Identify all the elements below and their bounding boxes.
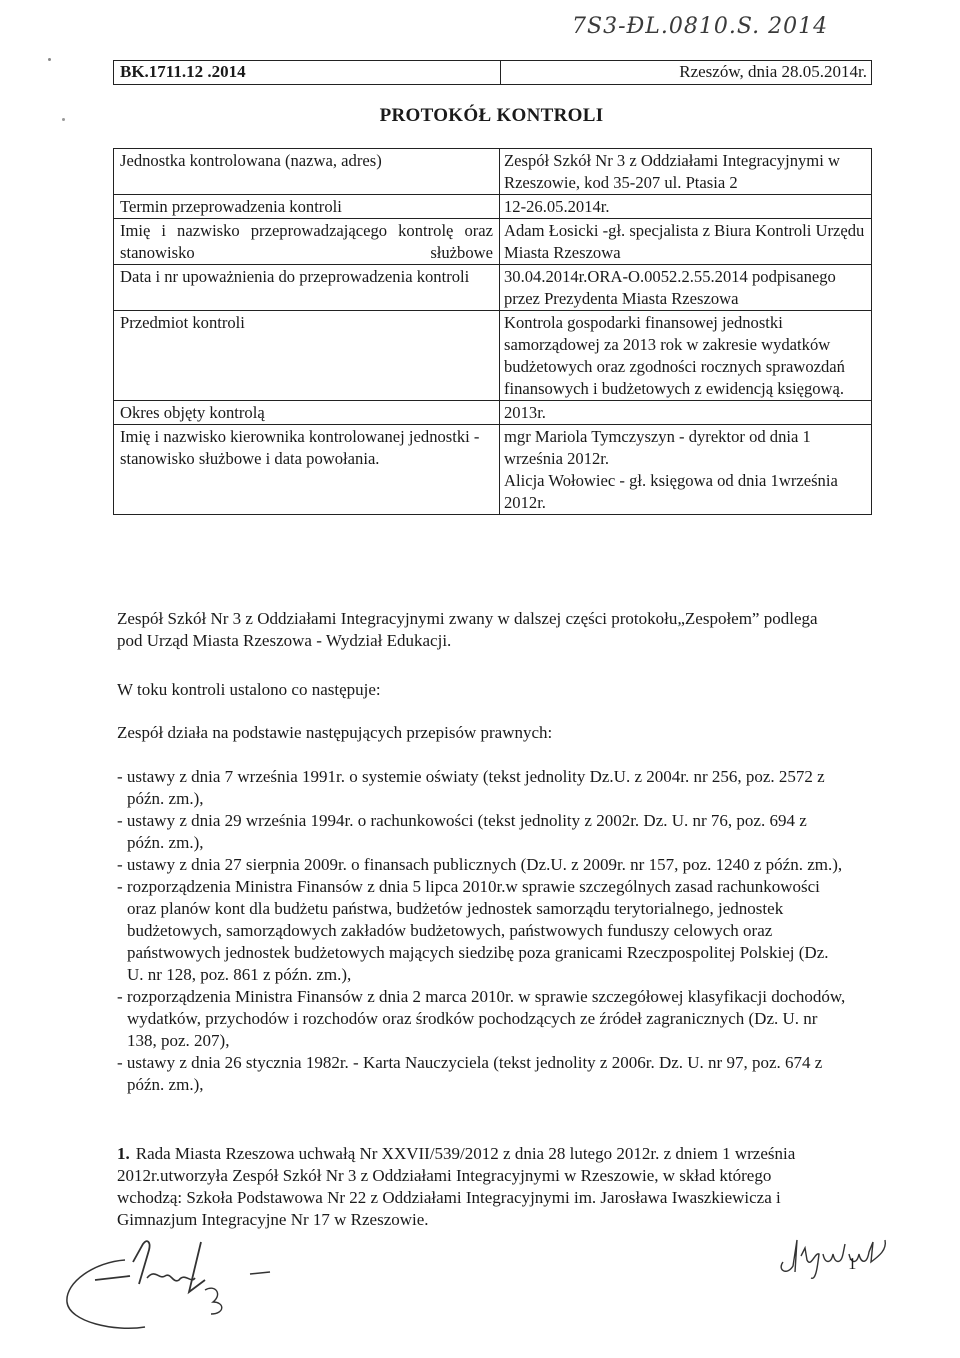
table-row bbox=[114, 149, 872, 195]
row-value: Kontrola gospodarki finansowej jednostki samorządowej za 2013 rok w zakresie wydatków budżetowych oraz zgodności rocznych sprawozdań finansowych i budżetowych z ewidencją księgową. bbox=[500, 311, 872, 401]
legal-basis-intro: Zespół działa na podstawie następujących przepisów prawnych: bbox=[117, 723, 553, 742]
row-value: Zespół Szkół Nr 3 z Oddziałami Integracyjnymi w Rzeszowie, kod 35-207 ul. Ptasia 2 bbox=[500, 149, 872, 195]
table-row bbox=[114, 401, 872, 425]
row-label: Imię i nazwisko kierownika kontrolowanej jednostki - stanowisko służbowe i data powołania. bbox=[114, 425, 500, 515]
row-label: Jednostka kontrolowana (nazwa, adres) bbox=[114, 149, 500, 195]
reference-number: BK.1711.12 .2014 bbox=[120, 62, 246, 81]
row-value: 12-26.05.2014r. bbox=[500, 195, 872, 219]
findings-heading: W toku kontroli ustalono co następuje: bbox=[117, 680, 381, 699]
row-label: Przedmiot kontroli bbox=[114, 311, 500, 401]
control-info-table bbox=[113, 148, 872, 515]
manager-entry: mgr Mariola Tymczyszyn - dyrektor od dnia 1 września 2012r. bbox=[504, 427, 811, 468]
table-row bbox=[114, 425, 872, 515]
table-row bbox=[114, 265, 872, 311]
header-box bbox=[113, 60, 872, 85]
place-and-date: Rzeszów, dnia 28.05.2014r. bbox=[679, 62, 867, 81]
list-item: - ustawy z dnia 27 sierpnia 2009r. o finansach publicznych (Dz.U. z 2009r. nr 157, poz. 1240 z późn. zm.), bbox=[117, 855, 843, 874]
row-value: 2013r. bbox=[500, 401, 872, 425]
list-item: - ustawy z dnia 7 września 1991r. o systemie oświaty (tekst jednolity Dz.U. z 2004r. nr 256, poz. 2572 z późn. zm.), bbox=[117, 767, 825, 808]
row-value: Adam Łosicki -gł. specjalista z Biura Kontroli Urzędu Miasta Rzeszowa bbox=[500, 219, 872, 265]
row-label: Termin przeprowadzenia kontroli bbox=[114, 195, 500, 219]
row-label: Data i nr upoważnienia do przeprowadzenia kontroli bbox=[114, 265, 500, 311]
accountant-entry: Alicja Wołowiec - gł. księgowa od dnia 1września 2012r. bbox=[504, 471, 838, 512]
table-row bbox=[114, 195, 872, 219]
header-divider bbox=[500, 61, 501, 84]
table-row bbox=[114, 311, 872, 401]
document-title: PROTOKÓŁ KONTROLI bbox=[379, 105, 604, 126]
legal-basis-list bbox=[117, 766, 847, 1096]
page-number: 1 bbox=[848, 1254, 857, 1273]
intro-paragraph: Zespół Szkół Nr 3 z Oddziałami Integracyjnymi zwany w dalszej części protokołu„Zespołem” podlega pod Urząd Miasta Rzeszowa - Wydział Edukacji. bbox=[117, 609, 818, 650]
list-item: - rozporządzenia Ministra Finansów z dnia 5 lipca 2010r.w sprawie szczególnych zasad rachunkowości oraz planów kont dla budżetu państwa, budżetów jednostek samorządu terytorialnego, jednostek budżetowych, samorządowych zakładów budżetowych, państwowych funduszy celowych oraz państwowych jednostek budżetowych mających siedzibę poza granicami Rzeczpospolitej Polskiej (Dz. U. nr 128, poz. 861 z późn. zm.), bbox=[117, 877, 829, 984]
margin-mark bbox=[48, 58, 51, 61]
row-value: 30.04.2014r.ORA-O.0052.2.55.2014 podpisanego przez Prezydenta Miasta Rzeszowa bbox=[500, 265, 872, 311]
list-item: - ustawy z dnia 29 września 1994r. o rachunkowości (tekst jednolity z 2002r. Dz. U. nr 76, poz. 694 z późn. zm.), bbox=[117, 811, 807, 852]
signature-scribble-right bbox=[775, 1232, 895, 1282]
point-1 bbox=[117, 1143, 837, 1231]
row-label: Okres objęty kontrolą bbox=[114, 401, 500, 425]
point-number: 1. bbox=[117, 1144, 130, 1163]
handwritten-case-number: 7S3-ĐL.0810.S. 2014 bbox=[572, 14, 829, 39]
margin-mark bbox=[62, 118, 65, 121]
row-value bbox=[500, 425, 872, 515]
point-text: Rada Miasta Rzeszowa uchwałą Nr XXVII/539/2012 z dnia 28 lutego 2012r. z dniem 1 września 2012r.utworzyła Zespół Szkół Nr 3 z Oddziałami Integracyjnymi w Rzeszowie, w skład którego wchodzą: Szkoła Podstawowa Nr 22 z Oddziałami Integracyjnymi im. Jarosława Iwaszkiewicza i Gimnazjum Integracyjne Nr 17 w Rzeszowie. bbox=[117, 1144, 796, 1229]
list-item: - rozporządzenia Ministra Finansów z dnia 2 marca 2010r. w sprawie szczegółowej klasyfikacji dochodów, wydatków, przychodów i rozchodów oraz środków pochodzących ze źródeł zagranicznych (Dz. U. nr 138, poz. 207), bbox=[117, 987, 846, 1050]
table-row bbox=[114, 219, 872, 265]
row-label: Imię i nazwisko przeprowadzającego kontrolę oraz stanowisko służbowe bbox=[114, 219, 500, 265]
list-item: - ustawy z dnia 26 stycznia 1982r. - Karta Nauczyciela (tekst jednolity z 2006r. Dz. U. nr 97, poz. 674 z późn. zm.), bbox=[117, 1053, 823, 1094]
signature-scribble-left bbox=[55, 1232, 285, 1332]
